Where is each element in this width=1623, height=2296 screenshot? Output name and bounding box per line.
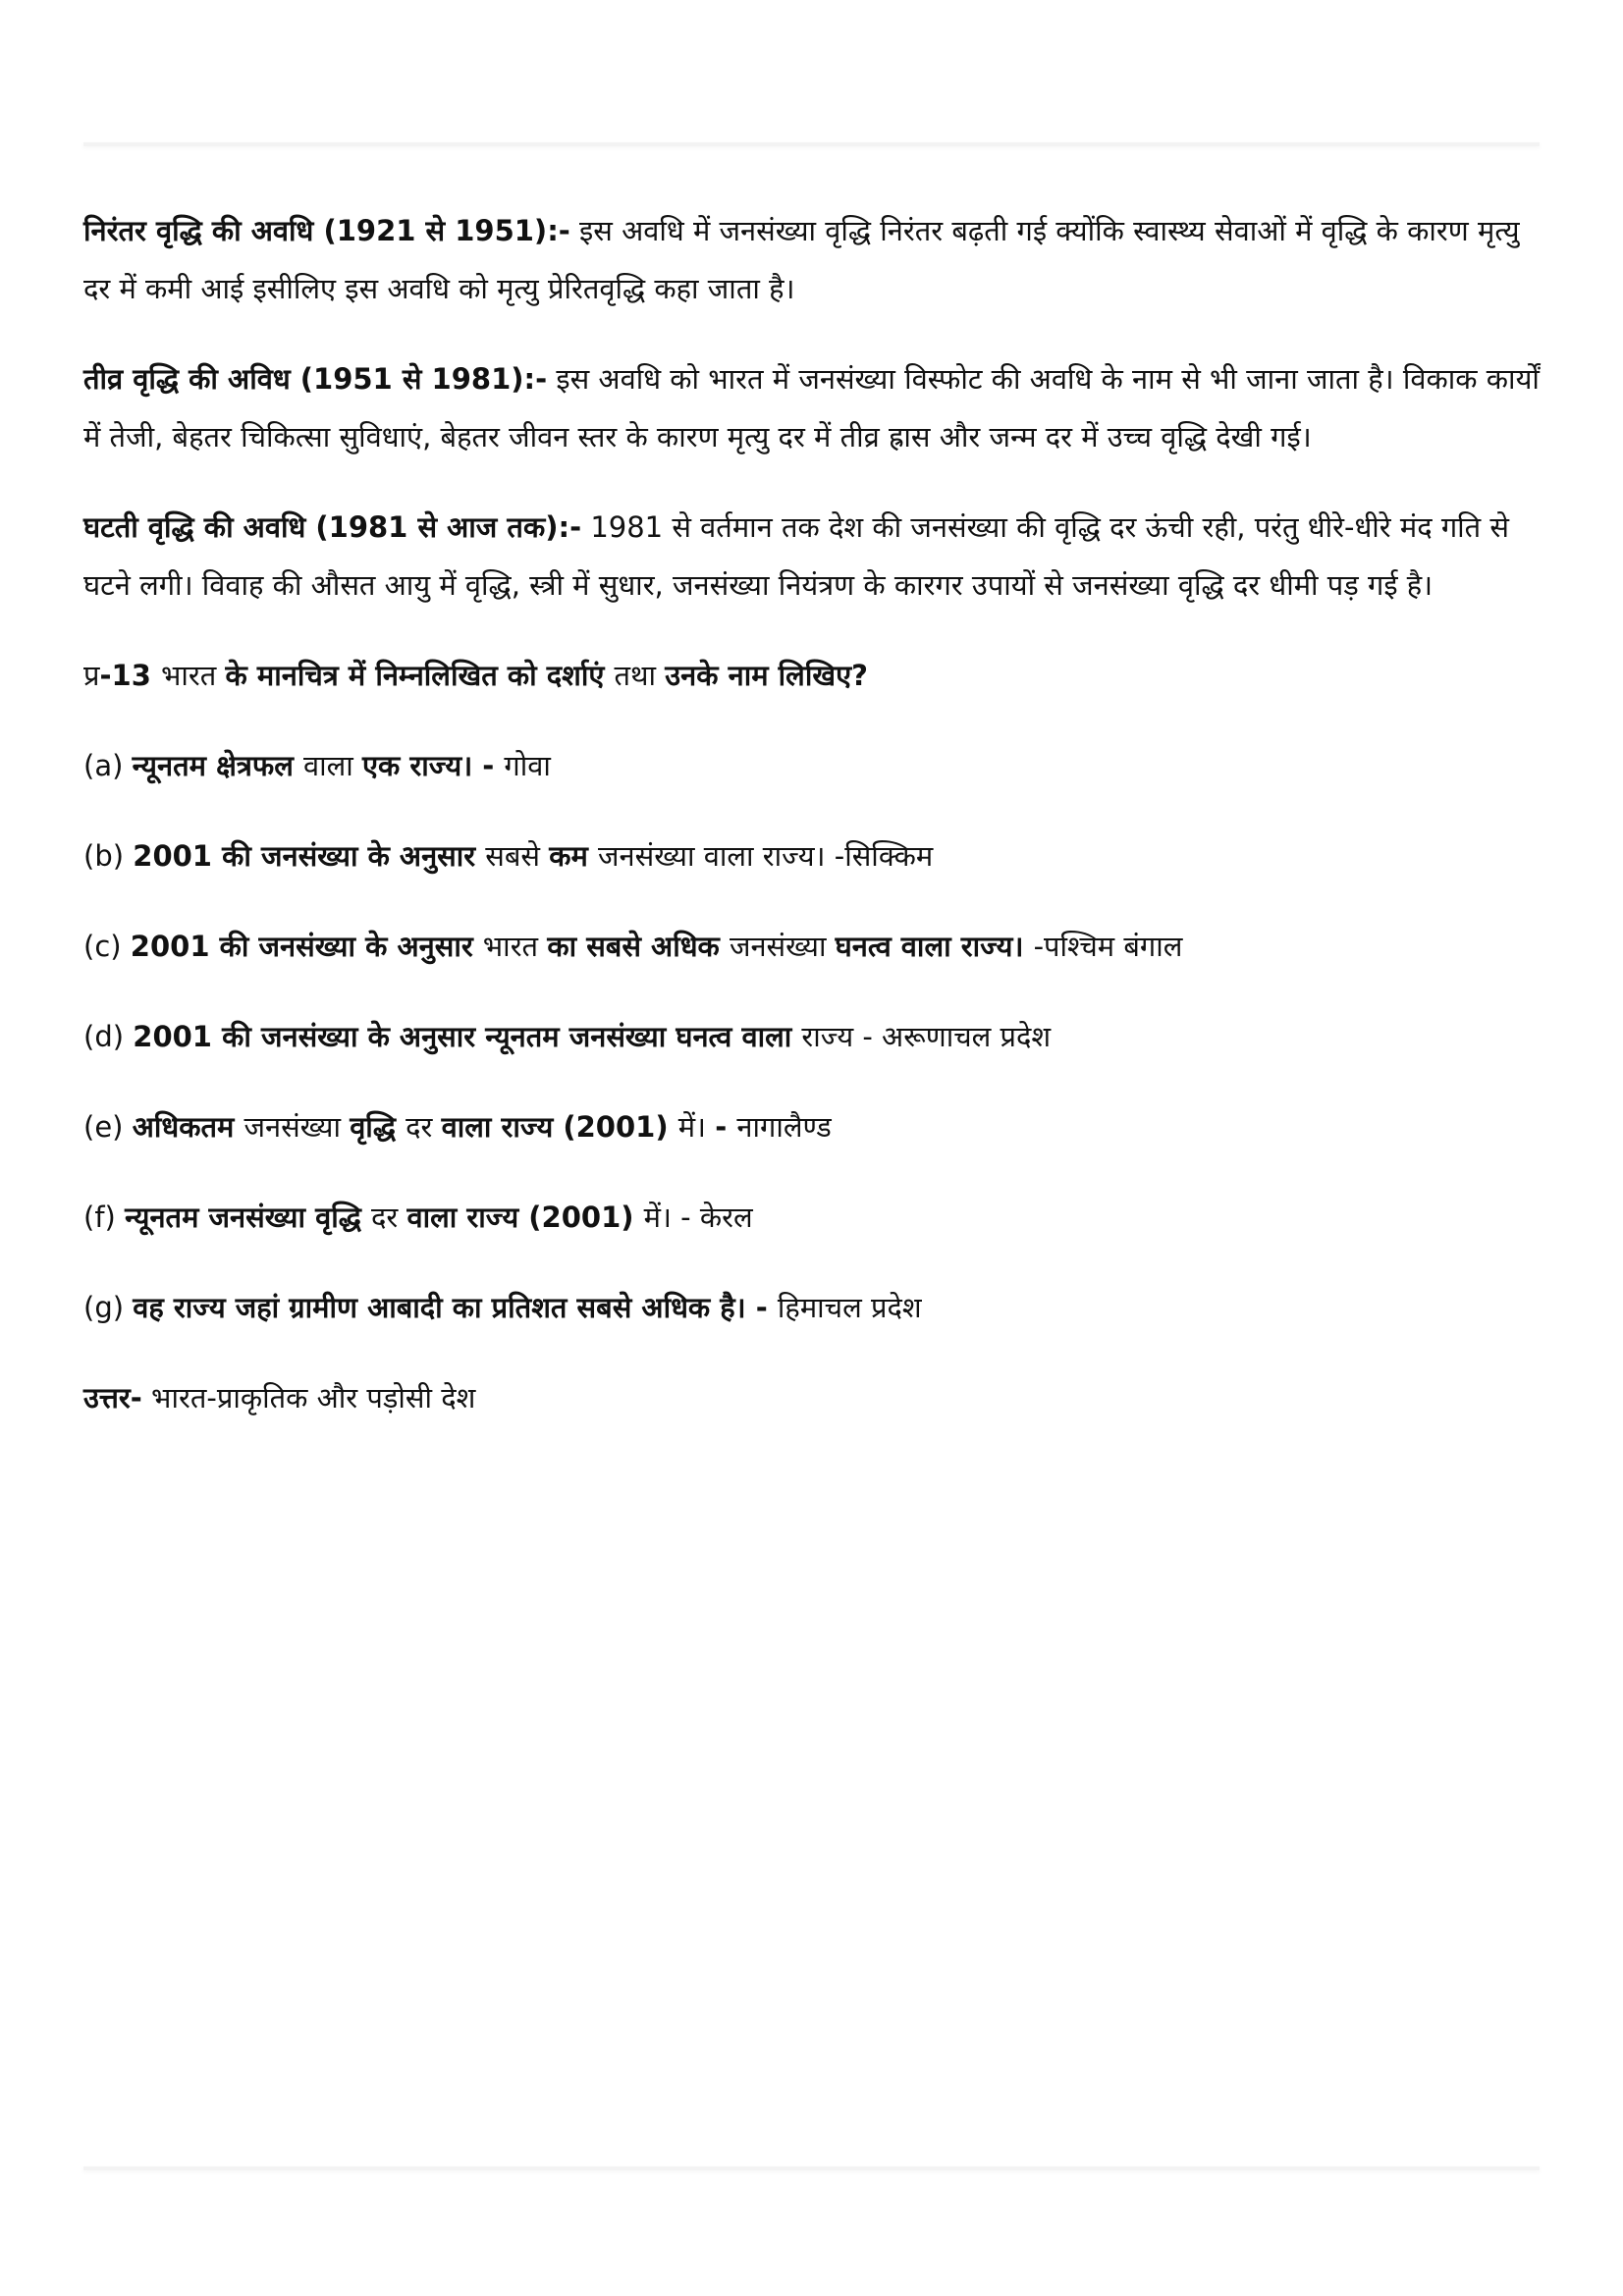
question-segment: प्र (83, 659, 100, 692)
answer-text: भारत-प्राकृतिक और पड़ोसी देश (141, 1381, 476, 1415)
list-item-b (83, 828, 1546, 885)
paragraph-continuous-growth (83, 202, 1546, 318)
item-segment: घनत्व वाला (676, 1020, 802, 1053)
answer-label: उत्तर- (83, 1381, 142, 1415)
item-segment: वह राज्य जहां ग्रामीण आबादी का प्रतिशत सबसे अधिक है। - (133, 1291, 778, 1324)
item-label: (d) (83, 1020, 134, 1053)
item-answer: जनसंख्या वाला राज्य। -सिक्किम (597, 839, 934, 873)
answer-line (83, 1369, 1546, 1427)
item-segment: सबसे (485, 839, 550, 873)
item-label: (a) (83, 749, 133, 782)
item-answer: में। - केरल (643, 1201, 753, 1234)
item-label: (e) (83, 1110, 133, 1144)
document-body (83, 202, 1546, 1460)
item-segment: दर (371, 1201, 407, 1234)
question-number: -13 (99, 659, 162, 692)
item-segment: 2001 की जनसंख्या के अनुसार (133, 839, 486, 873)
item-segment: न्यूनतम क्षेत्रफल (132, 749, 303, 782)
question-13 (83, 647, 1546, 705)
list-item-d (83, 1008, 1546, 1066)
top-divider (83, 142, 1540, 146)
item-segment: वाला राज्य (2001) (406, 1201, 644, 1234)
question-segment: तथा (614, 659, 666, 692)
list-item-g (83, 1279, 1546, 1337)
item-label: (b) (83, 839, 134, 873)
item-segment: जनसंख्या (729, 930, 836, 963)
item-segment: वाला राज्य (2001) (441, 1110, 678, 1144)
list-item-a (83, 737, 1546, 795)
list-item-f (83, 1189, 1546, 1247)
item-segment: 2001 की जनसंख्या के अनुसार (133, 1020, 486, 1053)
item-segment: न्यूनतम जनसंख्या वृद्धि (125, 1201, 372, 1234)
paragraph-text: इस अवधि में जनसंख्या वृद्धि निरंतर बढ़ती गई क्योंकि स्वास्थ्य सेवाओं में वृद्धि के कारण मृत्यु दर में कमी आई इसीलिए इस अवधि को मृत्यु प्रेरितवृद्धि कहा जाता है। (83, 214, 1520, 305)
item-answer: राज्य - अरूणाचल प्रदेश (801, 1020, 1052, 1053)
item-segment: कम (549, 839, 598, 873)
item-segment: वाला (302, 749, 363, 782)
item-segment: दर (406, 1110, 442, 1144)
item-segment: भारत (482, 930, 548, 963)
question-segment: के मानचित्र में निम्नलिखित को दर्शाएं (225, 659, 615, 692)
paragraph-text: 1981 से वर्तमान तक देश की जनसंख्या की वृद्धि दर ऊंची रही, परंतु धीरे-धीरे मंद गति से घटने लगी। विवाह की औसत आयु में वृद्धि, स्त्री में सुधार, जनसंख्या नियंत्रण के कारगर उपायों से जनसंख्या वृद्धि दर धीमी पड़ गई है। (83, 510, 1510, 602)
item-segment: वृद्धि (350, 1110, 406, 1144)
item-segment: 2001 की जनसंख्या के अनुसार (130, 930, 483, 963)
item-segment: एक राज्य। - (362, 749, 505, 782)
item-segment: अधिकतम (132, 1110, 244, 1144)
item-label: (f) (83, 1201, 126, 1234)
item-segment: का सबसे अधिक (547, 930, 730, 963)
paragraph-text: इस अवधि को भारत में जनसंख्या विस्फोट की अवधि के नाम से भी जाना जाता है। विकाक कार्यों में तेजी, बेहतर चिकित्सा सुविधाएं, बेहतर जीवन स्तर के कारण मृत्यु दर में तीव्र ह्रास और जन्म दर में उच्च वृद्धि देखी गई। (83, 362, 1540, 454)
question-segment: उनके नाम लिखिए? (665, 659, 868, 692)
item-answer: हिमाचल प्रदेश (777, 1291, 922, 1324)
item-segment: - (715, 1110, 737, 1144)
bottom-divider (83, 2166, 1540, 2170)
list-item-c (83, 918, 1546, 976)
question-segment: भारत (161, 659, 226, 692)
item-segment: न्यूनतम जनसंख्या (485, 1020, 676, 1053)
item-segment: जनसंख्या (243, 1110, 351, 1144)
item-segment: घनत्व वाला राज्य। (835, 930, 1034, 963)
item-answer: नागालैण्ड (736, 1110, 832, 1144)
item-label: (g) (83, 1291, 134, 1324)
item-label: (c) (83, 930, 131, 963)
paragraph-declining-growth (83, 499, 1546, 614)
item-segment: में। (677, 1110, 716, 1144)
paragraph-rapid-growth (83, 350, 1546, 466)
list-item-e (83, 1098, 1546, 1156)
item-answer: गोवा (504, 749, 551, 782)
item-answer: -पश्चिम बंगाल (1033, 930, 1183, 963)
paragraph-heading: तीव्र वृद्धि की अविध (1951 से 1981):- (83, 362, 548, 396)
paragraph-heading: निरंतर वृद्धि की अवधि (1921 से 1951):- (83, 214, 570, 247)
paragraph-heading: घटती वृद्धि की अवधि (1981 से आज तक):- (83, 510, 582, 544)
